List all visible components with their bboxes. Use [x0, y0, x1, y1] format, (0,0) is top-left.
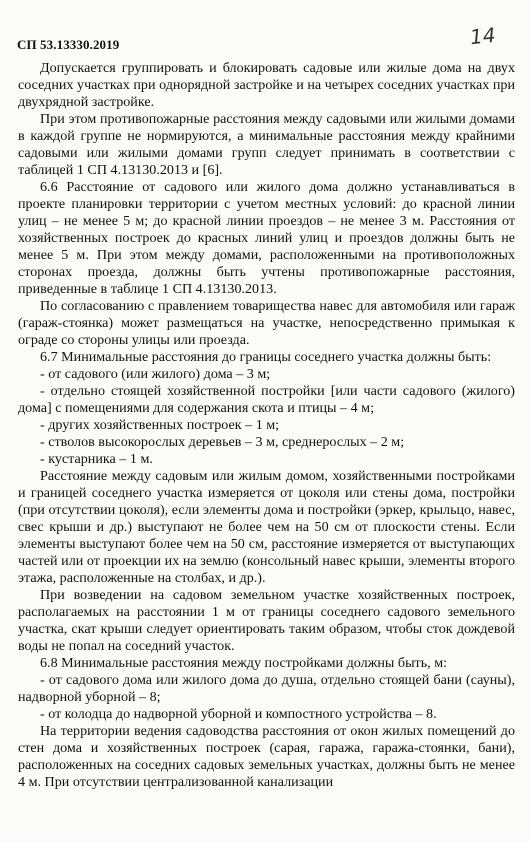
body-text: [18, 60, 515, 791]
list-item: - стволов высокорослых деревьев – 3 м, среднерослых – 2 м;: [40, 434, 405, 450]
paragraph: 6.7 Минимальные расстояния до границы соседнего участка должны быть:: [40, 349, 492, 365]
list-item: - других хозяйственных построек – 1 м;: [40, 417, 280, 433]
list-item: - от садового дома или жилого дома до душа, отдельно стоящей бани (сауны), надворной уборной – 8;: [18, 672, 515, 705]
paragraph: По согласованию с правлением товарищества навес для автомобиля или гараж (гараж-стоянка) может размещаться на участке, непосредственно примыкая к ограде со стороны улицы или проезда.: [18, 298, 515, 348]
paragraph: На территории ведения садоводства расстояния от окон жилых помещений до стен дома и хозяйственных построек (сарая, гаража, гаража-стоянки, бани), расположенных на соседних садовых земельных участках, должны быть не менее 4 м. При отсутствии централизованной канализации: [18, 723, 515, 790]
paragraph: Расстояние между садовым или жилым домом, хозяйственными постройками и границей соседнего участка измеряется от цоколя или стены дома, постройки (при отсутствии цоколя), если элементы дома и постройки (эркер, крыльцо, навес, свес крыши и др.) выступают не более чем на 50 см от плоскости стены. Если элементы выступают более чем на 50 см, расстояние измеряется от выступающих частей или от проекции их на землю (консольный навес крыши, элементы второго этажа, расположенные на столбах, и др.).: [18, 468, 515, 586]
list-item: - от садового (или жилого) дома – 3 м;: [40, 366, 271, 382]
paragraph: 6.6 Расстояние от садового или жилого дома должно устанавливаться в проекте планировки территории с учетом местных условий: до красной линии улиц – не менее 5 м; до красной линии проездов – не менее 3 м. Расстояния от хозяйственных построек до красных линий улиц и проездов должны быть не менее 5 м. При этом между домами, расположенными на противоположных сторонах проезда, должны быть учтены противопожарные расстояния, приведенные в таблице 1 СП 4.13130.2013.: [18, 179, 515, 297]
list-item: - отдельно стоящей хозяйственной постройки [или части садового (жилого) дома] с помещениями для содержания скота и птицы – 4 м;: [18, 383, 515, 416]
paragraph: 6.8 Минимальные расстояния между постройками должны быть, м:: [40, 655, 448, 671]
handwritten-page-number: 14: [468, 22, 497, 50]
document-code: СП 53.13330.2019: [17, 37, 120, 52]
paragraph: При возведении на садовом земельном участке хозяйственных построек, располагаемых на расстоянии 1 м от границы соседнего садового земельного участка, скат крыши следует ориентировать таким образом, чтобы сток дождевой воды не попал на соседний участок.: [18, 587, 515, 654]
list-item: - кустарника – 1 м.: [40, 451, 153, 467]
paragraph: При этом противопожарные расстояния между садовыми или жилыми домами в каждой группе не нормируются, а минимальные расстояния между крайними садовыми или жилыми домами групп следует принимать в соответствии с таблицей 1 СП 4.13130.2013 и [6].: [18, 111, 515, 178]
list-item: - от колодца до надворной уборной и компостного устройства – 8.: [40, 706, 437, 722]
paragraph: Допускается группировать и блокировать садовые или жилые дома на двух соседних участках при однорядной застройке и на четырех соседних участках при двухрядной застройке.: [18, 60, 515, 110]
